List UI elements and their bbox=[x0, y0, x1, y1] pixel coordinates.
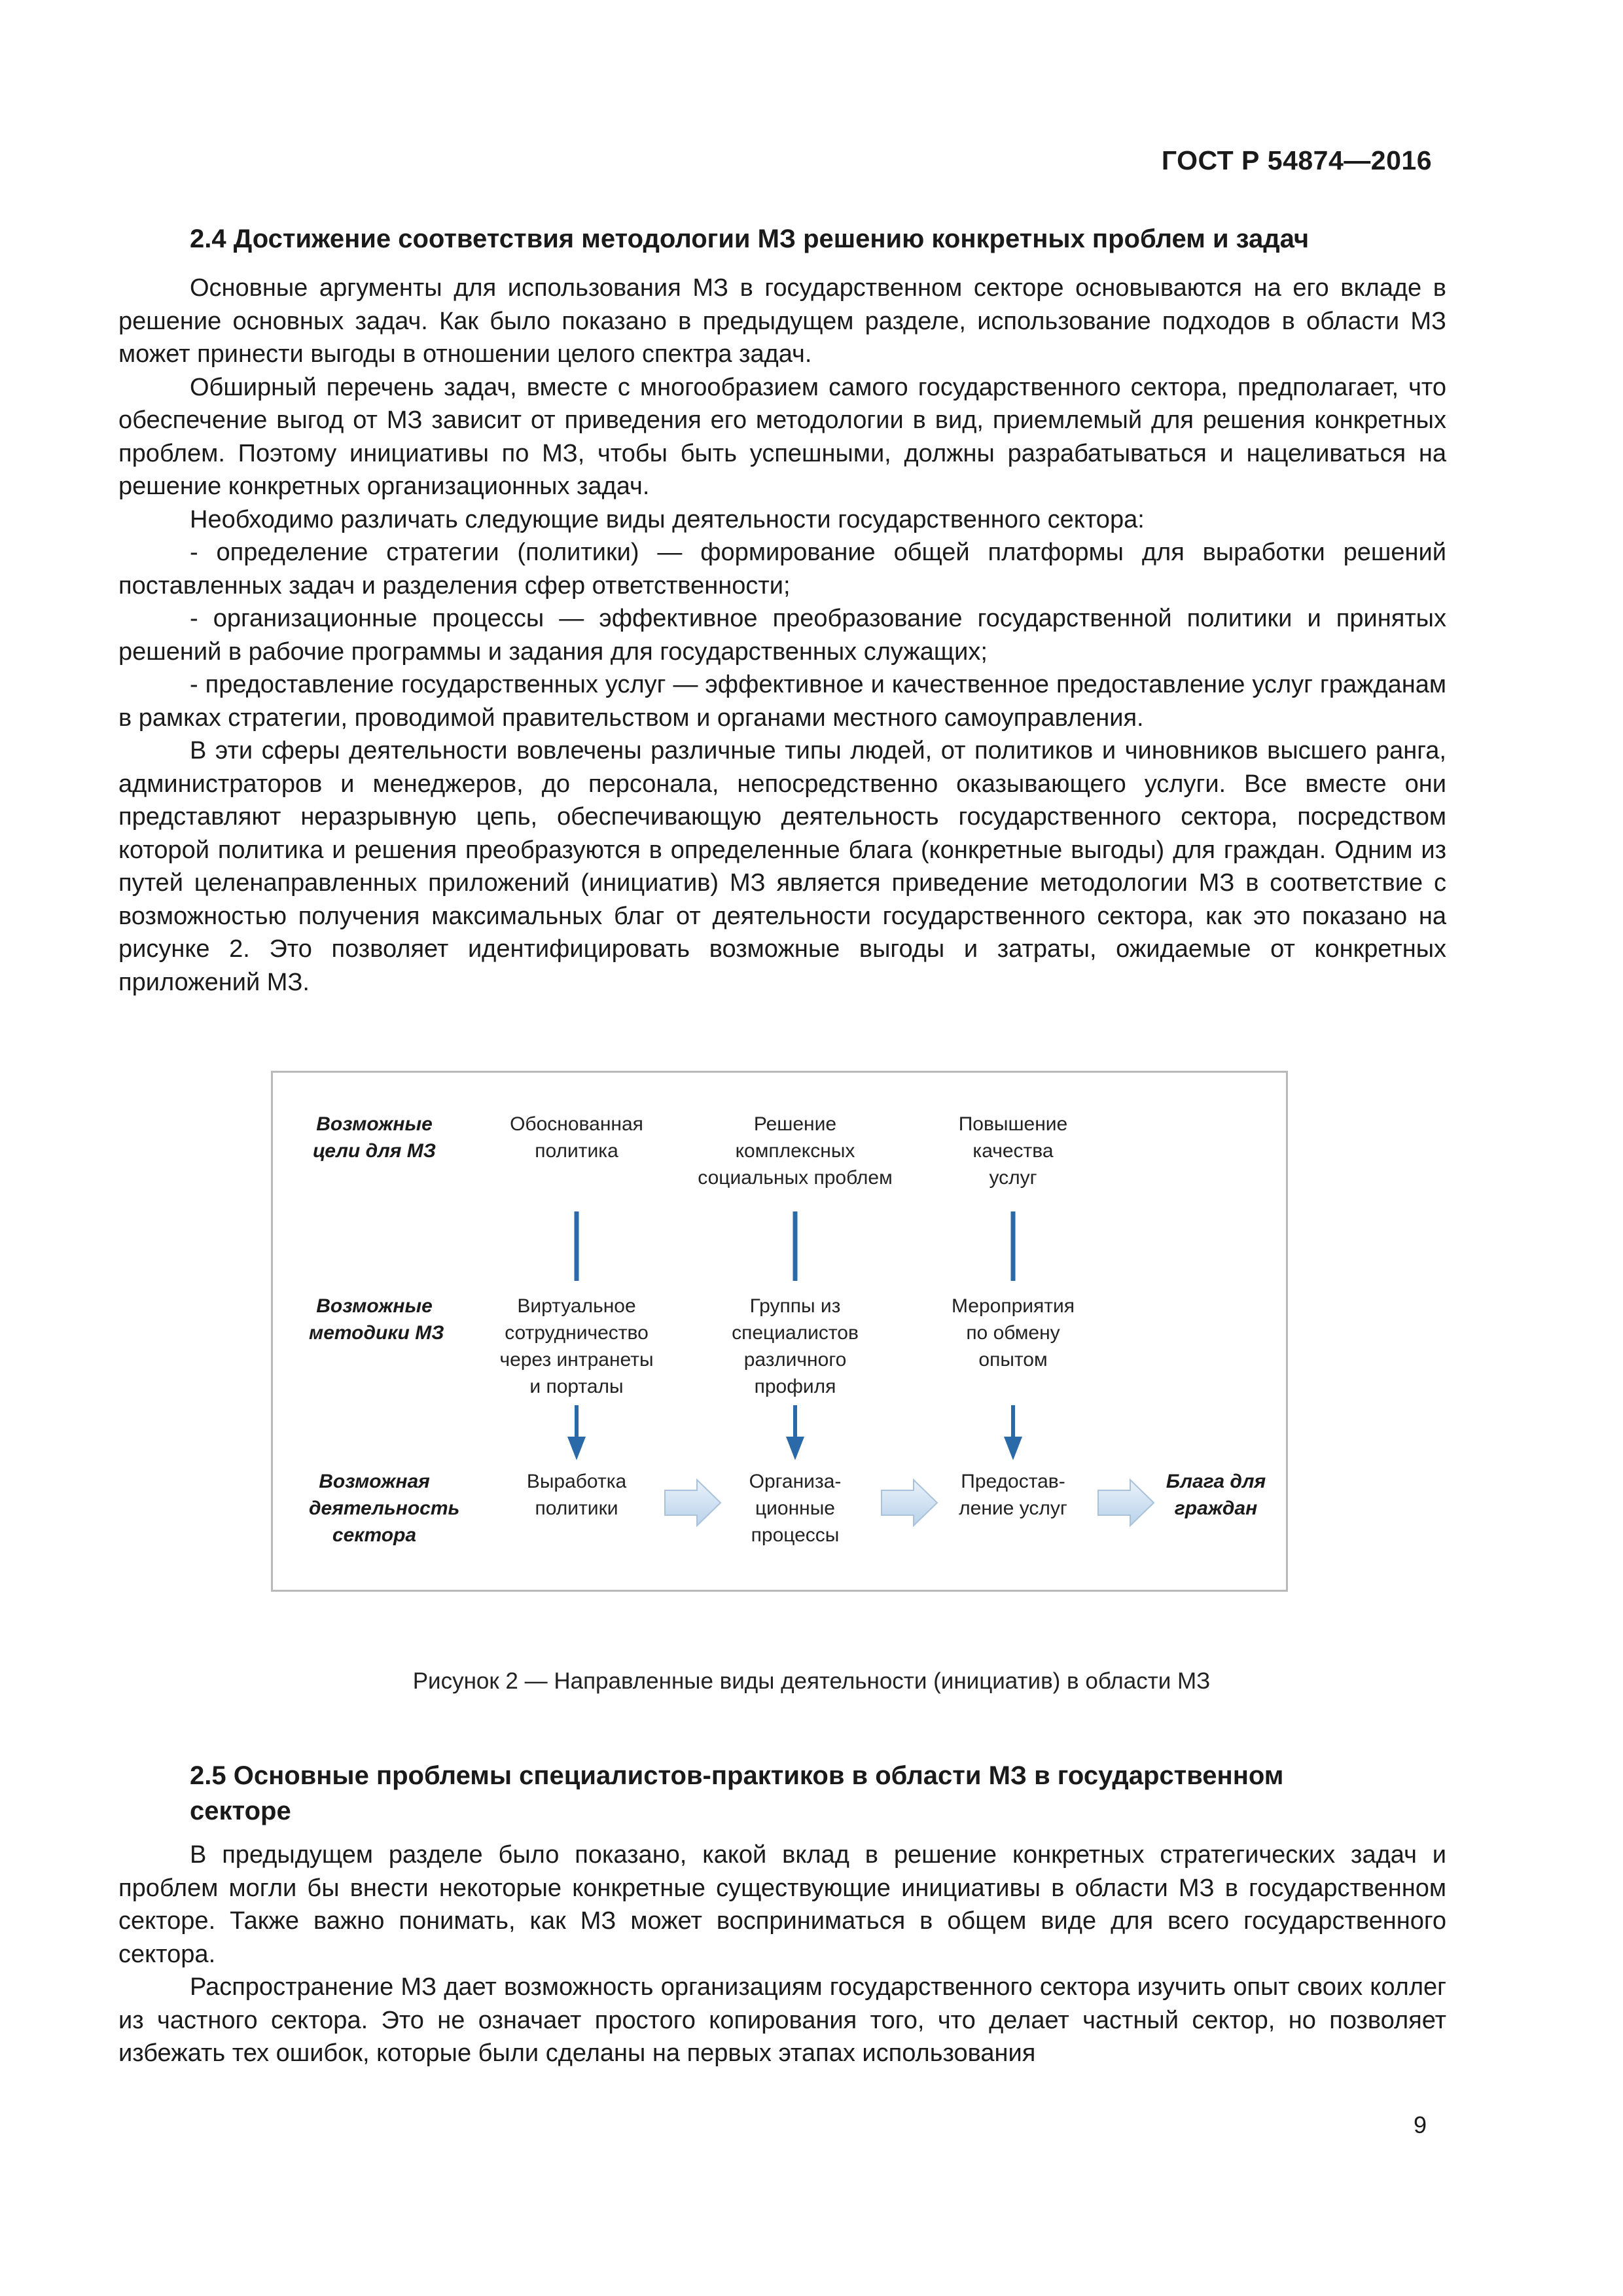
method-cell-1: Виртуальное сотрудничество через интранеты и порталы bbox=[499, 1295, 654, 1397]
section-2-5-body bbox=[118, 1839, 1446, 2070]
goal-cell-2: Решение комплексных социальных проблем bbox=[698, 1113, 893, 1189]
row-label-goals: Возможные цели для МЗ bbox=[312, 1113, 437, 1162]
list-item: - организационные процессы — эффективное преобразование государственной политики и принятых решений в рабочие программы и задания для государственных служащих; bbox=[118, 605, 1446, 666]
right-arrow-3 bbox=[1098, 1480, 1154, 1526]
method-cell-2: Группы из специалистов различного профиля bbox=[732, 1295, 859, 1397]
section-2-4-body bbox=[118, 272, 1446, 999]
paragraph: Необходимо различать следующие виды деятельности государственного сектора: bbox=[190, 505, 1145, 533]
figure-2-diagram bbox=[271, 1071, 1288, 1592]
row-label-activity: Возможная деятельность сектора bbox=[309, 1471, 460, 1546]
goal-cell-3: Повышение качества услуг bbox=[958, 1113, 1068, 1189]
paragraph: Обширный перечень задач, вместе с многообразием самого государственного сектора, предполагает, что обеспечение выгод от МЗ зависит от приведения его методологии в вид, приемлемый для решения конкретных проблем. Поэтому инициативы по МЗ, чтобы быть успешными, должны разрабатываться и нацеливаться на решение конкретных организационных задач. bbox=[118, 373, 1446, 500]
paragraph: В эти сферы деятельности вовлечены различные типы людей, от политиков и чиновников высшего ранга, администраторов и менеджеров, до персонала, непосредственно оказывающего услуги. Все вместе они представляют неразрывную цепь, обеспечивающую деятельность государственного сектора, посредством которой политика и решения преобразуются в определенные блага (конкретные выгоды) для граждан. Одним из путей целенаправленных приложений (инициатив) МЗ является приведение методологии МЗ в соответствие с возможностью получения максимальных благ от деятельности государственного сектора, как это показано на рисунке 2. Это позволяет идентифицировать возможные выгоды и затраты, ожидаемые от конкретных приложений МЗ. bbox=[118, 737, 1446, 996]
activity-cell-1: Выработка политики bbox=[526, 1471, 627, 1519]
activity-cell-2: Организа- ционные процессы bbox=[749, 1471, 842, 1546]
paragraph: Основные аргументы для использования МЗ в государственном секторе основываются на его вкладе в решение основных задач. Как было показано в предыдущем разделе, использование подходов в области МЗ может принести выгоды в отношении целого спектра задач. bbox=[118, 274, 1446, 368]
page-number: 9 bbox=[1413, 2111, 1427, 2138]
row-label-methods: Возможные методики МЗ bbox=[309, 1295, 444, 1344]
down-arrow-2 bbox=[786, 1405, 804, 1460]
method-cell-3: Мероприятия по обмену опытом bbox=[951, 1295, 1075, 1371]
down-arrow-1 bbox=[567, 1405, 586, 1460]
list-item: - определение стратегии (политики) — формирование общей платформы для выработки решений поставленных задач и разделения сфер ответственности; bbox=[118, 539, 1446, 600]
figure-caption: Рисунок 2 — Направленные виды деятельности (инициатив) в области МЗ bbox=[412, 1668, 1211, 1694]
goal-cell-1: Обоснованная политика bbox=[510, 1113, 643, 1162]
paragraph: В предыдущем разделе было показано, какой вклад в решение конкретных стратегических задач и проблем могли бы внести некоторые конкретные существующие инициативы в области МЗ в государственном секторе. Также важно понимать, как МЗ может восприниматься в общем виде для всего государственного сектора. bbox=[118, 1841, 1446, 1968]
section-2-5-heading: 2.5 Основные проблемы специалистов-практиков в области МЗ в государственном секторе bbox=[190, 1761, 1284, 1825]
document-code: ГОСТ Р 54874—2016 bbox=[1161, 145, 1432, 175]
down-arrow-3 bbox=[1004, 1405, 1022, 1460]
paragraph: Распространение МЗ дает возможность организациям государственного сектора изучить опыт своих коллег из частного сектора. Это не означает простого копирования того, что делает частный сектор, но позволяет избежать тех ошибок, которые были сделаны на первых этапах использования bbox=[118, 1973, 1446, 2067]
list-item: - предоставление государственных услуг — эффективное и качественное предоставление услуг гражданам в рамках стратегии, проводимой правительством и органами местного самоуправления. bbox=[118, 671, 1446, 732]
activity-cell-3: Предостав- ление услуг bbox=[959, 1471, 1067, 1519]
section-2-4-heading: 2.4 Достижение соответствия методологии МЗ решению конкретных проблем и задач bbox=[190, 224, 1310, 253]
result-citizens-benefits: Блага для граждан bbox=[1166, 1471, 1266, 1519]
